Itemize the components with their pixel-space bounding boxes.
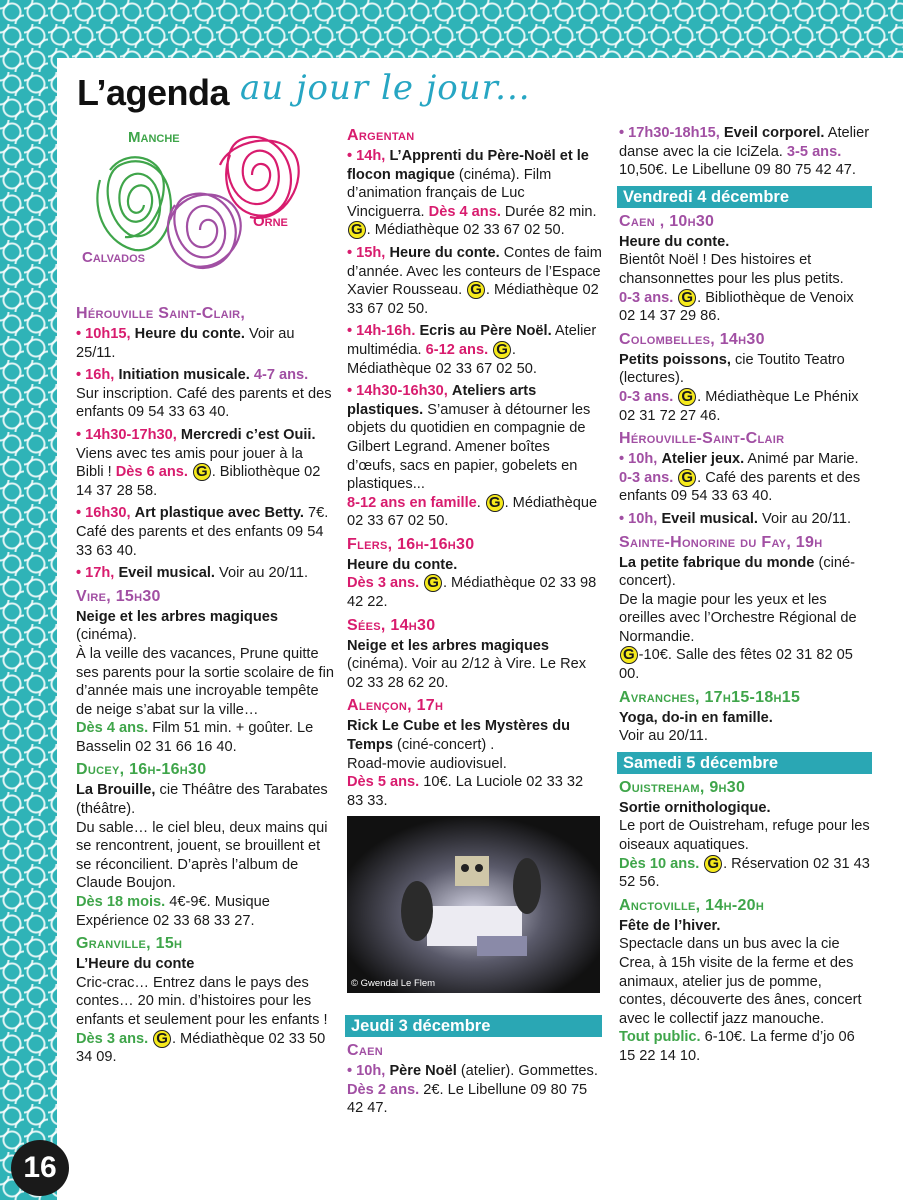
town-colombelles: Colombelles, 14h30 (619, 330, 765, 348)
event-caen-vendredi: Heure du conte. Bientôt Noël ! Des histoires et chansonnettes pour les plus petits. 0-3 ans. G . Bibliothèque de Venoix 02 14 37 29 86. (619, 233, 854, 325)
photo-credit: © Gwendal Le Flem (351, 978, 436, 989)
column-2-bottom (347, 1009, 602, 1122)
musician-left (401, 881, 433, 941)
event-vire: Neige et les arbres magiques (cinéma). À la veille des vacances, Prune quitte ses parents pour la sortie scolaire de fin d’année mais une incroyable tempête de neige s’abat sur la ville… Dès 4 ans. Film 51 min. + goûter. Le Basselin 02 31 66 16 40. (76, 608, 334, 755)
map-label-orne: Orne (253, 213, 288, 230)
column-1 (76, 302, 334, 1071)
free-g-badge: G (678, 469, 696, 487)
event-argentan-3: • 14h-16h. Ecris au Père Noël. Atelier multimédia. 6-12 ans. G . Médiathèque 02 33 67 02 50. (347, 323, 597, 377)
town-avranches: Avranches, 17h15-18h15 (619, 688, 801, 706)
free-g-badge: G (467, 281, 485, 299)
event-argentan-2: • 15h, Heure du conte. Contes de faim d’année. Avec les conteurs de l’Espace Xavier Rousseau. G . Médiathèque 02 33 67 02 50. (347, 244, 602, 317)
photo-stage-light (347, 816, 600, 993)
manche-scribble (97, 157, 171, 250)
town-anctoville: Anctoville, 14h-20h (619, 896, 765, 914)
town-caen-vendredi: Caen , 10h30 (619, 212, 715, 230)
event-avranches: Yoga, do-in en famille. Voir au 20/11. (619, 709, 773, 745)
event-caen-jeudi: • 10h, Père Noël (atelier). Gommettes. Dès 2 ans. 2€. Le Libellune 09 80 75 42 47. (347, 1063, 598, 1117)
page-number: 16 (11, 1140, 69, 1196)
map-label-manche: Manche (128, 129, 180, 146)
free-g-badge: G (153, 1030, 171, 1048)
event-granville: L’Heure du conte Cric-crac… Entrez dans le pays des contes… 20 min. d’histoires pour les enfants et seulement pour les enfants ! Dès 3 ans. G . Médiathèque 02 33 50 34 09. (76, 956, 328, 1066)
town-flers: Flers, 16h-16h30 (347, 535, 475, 553)
free-g-badge: G (486, 494, 504, 512)
event-herouville-1: • 10h15, Heure du conte. Voir au 25/11. (76, 326, 295, 361)
event-herouville-3: • 14h30-17h30, Mercredi c’est Ouii. Viens avec tes amis pour jouer à la Bibli ! Dès 6 ans. G . Bibliothèque 02 14 37 28 58. (76, 426, 321, 499)
day-header-vendredi: Vendredi 4 décembre (617, 186, 872, 208)
robot-head (455, 856, 489, 886)
event-herouville-4: • 16h30, Art plastique avec Betty. 7€. Café des parents et des enfants 09 54 33 63 40. (76, 505, 329, 559)
free-g-badge: G (620, 646, 638, 664)
free-g-badge: G (678, 289, 696, 307)
free-g-badge: G (348, 221, 366, 239)
town-argentan: Argentan (347, 127, 415, 144)
musician-right (513, 858, 541, 914)
free-g-badge: G (704, 855, 722, 873)
day-header-samedi: Samedi 5 décembre (617, 752, 872, 774)
column-3 (619, 124, 872, 1070)
event-ducey: La Brouille, cie Théâtre des Tarabates (théâtre). Du sable… le ciel bleu, deux mains qui se rencontrent, jouent, se brouillent et se réconcilient. D’après l’album de Claude Boujon. Dès 18 mois. 4€-9€. Musique Expérience 02 33 68 33 27. (76, 782, 328, 929)
event-herouville-vendredi-2: • 10h, Eveil musical. Voir au 20/11. (619, 510, 852, 527)
town-alencon: Alençon, 17h (347, 697, 444, 715)
town-herouville-vendredi: Hérouville-Saint-Clair (619, 430, 785, 448)
town-granville: Granville, 15h (76, 935, 183, 953)
event-sees: Neige et les arbres magiques (cinéma). Voir au 2/12 à Vire. Le Rex 02 33 28 62 20. (347, 637, 587, 691)
town-sainte-honorine: Sainte-Honorine du Fay, 19h (619, 533, 823, 551)
page-title: L’agenda (77, 72, 230, 113)
calvados-scribble (168, 194, 241, 268)
free-g-badge: G (424, 574, 442, 592)
event-herouville-5: • 17h, Eveil musical. Voir au 20/11. (76, 565, 309, 582)
town-ouistreham: Ouistreham, 9h30 (619, 778, 746, 796)
event-ouistreham: Sortie ornithologique. Le port de Ouistreham, refuge pour les oiseaux aquatiques. Dès 10 ans. G . Réservation 02 31 43 52 56. (619, 799, 870, 891)
day-header-jeudi: Jeudi 3 décembre (345, 1015, 602, 1037)
event-anctoville: Fête de l’hiver. Spectacle dans un bus avec la cie Crea, à 15h visite de la ferme et des animaux, atelier jus de pomme, contes, découverte des ânes, concert avec le collectif jazz manouche. Tout public. 6-10€. La ferme d’jo 06 15 22 14 10. (619, 917, 862, 1064)
free-g-badge: G (493, 341, 511, 359)
event-herouville-2: • 16h, Initiation musicale. 4-7 ans. Sur inscription. Café des parents et des enfants 09 54 33 63 40. (76, 367, 332, 421)
event-libellune-eveil: • 17h30-18h15, Eveil corporel. Atelier danse avec la cie IciZela. 3-5 ans. 10,50€. Le Libellune 09 80 75 42 47. (619, 125, 870, 179)
event-sainte-honorine: La petite fabrique du monde (ciné-concert). De la magie pour les yeux et les oreilles avec l’Orchestre Régional de Normandie. G -10€. Salle des fêtes 02 31 82 05 00. (619, 554, 857, 683)
event-colombelles: Petits poissons, cie Toutito Teatro (lectures). 0-3 ans. G . Médiathèque Le Phénix 02 31 72 27 46. (619, 351, 859, 424)
page-subtitle: au jour le jour... (240, 68, 531, 108)
event-herouville-vendredi-1: • 10h, Atelier jeux. Animé par Marie. 0-3 ans. G . Café des parents et des enfants 09 54 33 63 40. (619, 451, 861, 505)
free-g-badge: G (193, 463, 211, 481)
event-flers: Heure du conte. Dès 3 ans. G . Médiathèque 02 33 98 42 22. (347, 556, 597, 611)
column-2 (347, 124, 602, 814)
town-sees: Sées, 14h30 (347, 616, 436, 634)
town-vire: Vire, 15h30 (76, 587, 161, 605)
event-alencon: Rick Le Cube et les Mystères du Temps (ciné-concert) . Road-movie audiovisuel. Dès 5 ans. 10€. La Luciole 02 33 32 83 33. (347, 718, 584, 809)
town-ducey: Ducey, 16h-16h30 (76, 761, 207, 779)
town-caen-jeudi: Caen (347, 1042, 383, 1059)
town-herouville: Hérouville Saint-Clair, (76, 305, 246, 322)
event-argentan-4: • 14h30-16h30, Ateliers arts plastiques. S’amuser à détourner les objets du quotidien en compagnie de Gilbert Legrand. Amener boîtes d’œufs, sacs en papier, gobelets en plastiques... 8-12 ans en famille. G . Médiathèque 02 33 67 02 50. (347, 383, 598, 530)
concert-photo (347, 816, 600, 993)
event-argentan-1: • 14h, L’Apprenti du Père-Noël et le flocon magique (cinéma). Film d’animation français de Luc Vinciguerra. Dès 4 ans. Durée 82 min. G . Médiathèque 02 33 67 02 50. (347, 148, 597, 239)
free-g-badge: G (678, 388, 696, 406)
orne-scribble (220, 137, 299, 218)
normandy-scribble-map (80, 125, 325, 275)
map-label-calvados: Calvados (82, 249, 145, 266)
